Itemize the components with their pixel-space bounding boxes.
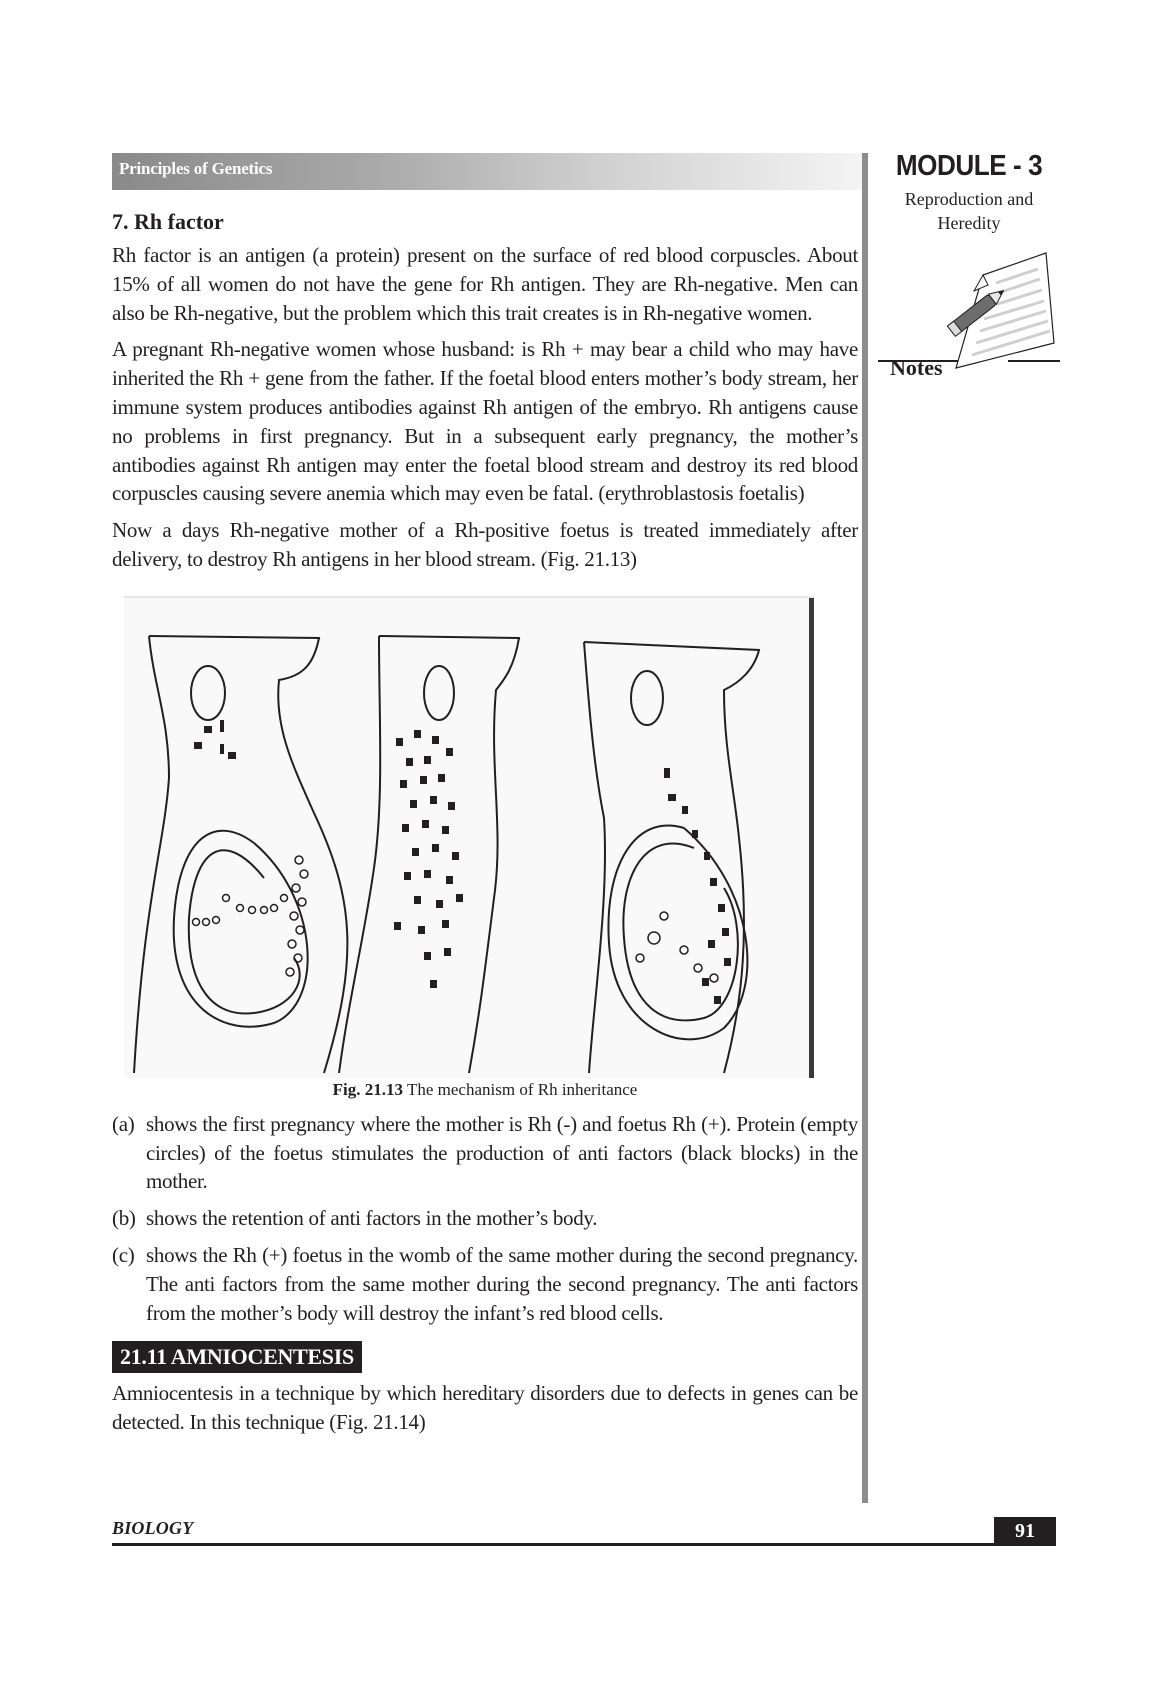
notes-label: Notes xyxy=(890,355,943,380)
figure-caption-text: The mechanism of Rh inheritance xyxy=(406,1079,638,1099)
main-content xyxy=(112,207,858,1445)
figure-caption xyxy=(112,1080,858,1100)
figure-border xyxy=(809,598,814,1078)
list-marker: (a) xyxy=(112,1111,135,1136)
running-header-bar xyxy=(112,153,862,190)
paragraph: Now a days Rh-negative mother of a Rh-positive foetus is treated immediately after delivery, to destroy Rh antigens in her blood stream. (Fig. 21.13) xyxy=(112,518,858,571)
list-text: shows the first pregnancy where the mother is Rh (-) and foetus Rh (+). Protein (empty circles) of the foetus stimulates the production of anti factors (black blocks) in the mother. xyxy=(146,1111,858,1194)
page-number: 91 xyxy=(994,1517,1056,1546)
footer-subject: BIOLOGY xyxy=(112,1518,194,1538)
paragraph: A pregnant Rh-negative women whose husband: is Rh + may bear a child who may have inherited the Rh + gene from the father. If the foetal blood enters mother’s body stream, her immune system produces antibodies against Rh antigen of the embryo. Rh antigens cause no problems in first pregnancy. But in a subsequent early pregnancy, the mother’s antibodies against Rh antigen may enter the foetal blood stream and destroy its red blood corpuscles causing severe anemia which may even be fatal. (erythroblastosis foetalis) xyxy=(112,337,858,506)
figure-label: Fig. 21.13 xyxy=(332,1079,404,1099)
paragraph: Amniocentesis in a technique by which hereditary disorders due to defects in genes can be detected. In this technique (Fig. 21.14) xyxy=(112,1381,858,1435)
module-title: MODULE - 3 xyxy=(895,150,1043,182)
list-text: shows the Rh (+) foetus in the womb of the same mother during the second pregnancy. The anti factors from the same mother during the second pregnancy. The anti factors from the mother’s body will destroy the infant’s red blood cells. xyxy=(146,1242,858,1325)
module-subtitle-line2: Heredity xyxy=(937,213,1001,233)
explanation-item xyxy=(112,1241,858,1327)
paragraph: Rh factor is an antigen (a protein) present on the surface of red blood corpuscles. About 15% of all women do not have the gene for Rh antigen. They are Rh-negative. Men can also be Rh-negative, but the problem which this trait creates is in Rh-negative women. xyxy=(112,243,858,325)
explanation-item xyxy=(112,1110,858,1196)
explanation-item xyxy=(112,1204,858,1233)
rh-inheritance-diagram-icon xyxy=(124,598,814,1078)
rh-inheritance-figure xyxy=(124,596,814,1078)
module-subtitle xyxy=(878,187,1060,235)
list-text: shows the retention of anti factors in the mother’s body. xyxy=(146,1206,598,1231)
module-subtitle-line1: Reproduction and xyxy=(904,189,1034,209)
footer-rule xyxy=(112,1543,1002,1546)
section-heading: 21.11 AMNIOCENTESIS xyxy=(112,1341,362,1373)
section-title: 7. Rh factor xyxy=(112,209,224,234)
module-sidebar xyxy=(878,150,1060,380)
margin-divider xyxy=(862,153,868,1503)
list-marker: (b) xyxy=(112,1206,136,1231)
list-marker: (c) xyxy=(112,1242,135,1267)
running-header-title: Principles of Genetics xyxy=(119,159,273,178)
